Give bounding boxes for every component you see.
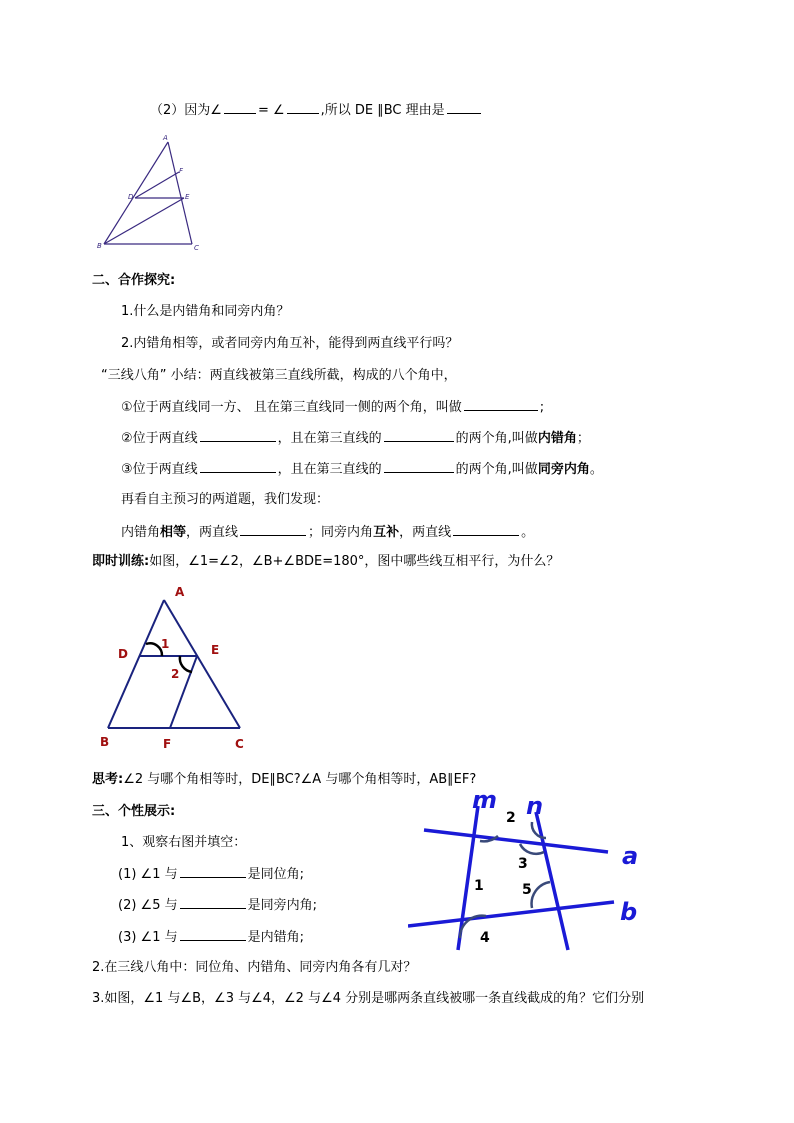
label-b: b bbox=[620, 898, 638, 926]
item2-c: 的两个角,叫做 bbox=[455, 431, 538, 446]
label-angle-2: 2 bbox=[506, 810, 516, 826]
label-angle-1: 1 bbox=[474, 878, 484, 894]
item3-a: ③位于两直线 bbox=[121, 462, 198, 477]
line-ac bbox=[164, 600, 240, 728]
f2-a: (2) ∠5 与 bbox=[118, 898, 178, 913]
blank[interactable] bbox=[180, 896, 246, 909]
line-a bbox=[424, 830, 608, 852]
s2-q2: 2.内错角相等，或者同旁内角互补，能得到两直线平行吗？ bbox=[121, 336, 459, 351]
f2-b: 是同旁内角; bbox=[247, 898, 317, 913]
line-ab bbox=[104, 142, 168, 244]
label-f: F bbox=[163, 737, 172, 751]
blank[interactable] bbox=[384, 429, 454, 442]
item2-b: ，且在第三直线的 bbox=[277, 431, 382, 446]
practice-text: 如图，∠1=∠2，∠B+∠BDE=180°，图中哪些线互相平行，为什么？ bbox=[149, 554, 560, 569]
item3-bold: 同旁内角 bbox=[537, 462, 590, 477]
find-g: 。 bbox=[521, 525, 535, 540]
line-n bbox=[536, 812, 568, 950]
item2-a: ②位于两直线 bbox=[121, 431, 198, 446]
s3-obs: 1、观察右图并填空： bbox=[121, 835, 247, 850]
blank[interactable] bbox=[384, 460, 454, 473]
label-c: C bbox=[235, 737, 244, 751]
label-angle-4: 4 bbox=[480, 930, 490, 946]
label-angle-2: 2 bbox=[171, 667, 180, 681]
blank[interactable] bbox=[180, 865, 246, 878]
practice-label: 即时训练: bbox=[92, 554, 150, 569]
f3-a: (3) ∠1 与 bbox=[118, 930, 178, 945]
figure-lines-3 bbox=[408, 790, 648, 958]
label-angle-5: 5 bbox=[522, 882, 532, 898]
s2-find bbox=[121, 523, 534, 542]
blank[interactable] bbox=[224, 101, 256, 114]
line-be bbox=[104, 198, 184, 244]
f1-b: 是同位角; bbox=[247, 867, 304, 882]
item3-end: 。 bbox=[589, 462, 603, 477]
blank[interactable] bbox=[200, 460, 276, 473]
s3-f3 bbox=[118, 928, 304, 947]
label-n: n bbox=[526, 792, 544, 820]
blank[interactable] bbox=[453, 523, 519, 536]
item1-text: ①位于两直线同一方、 且在第三直线同一侧的两个角，叫做 bbox=[121, 400, 462, 415]
label-e: E bbox=[211, 643, 220, 657]
blank[interactable] bbox=[447, 101, 481, 114]
line-ab bbox=[108, 600, 164, 728]
label-d: D bbox=[128, 193, 134, 201]
think-line bbox=[92, 771, 476, 789]
label-f: F bbox=[179, 167, 184, 175]
label-e: E bbox=[185, 193, 190, 201]
q2-prefix: （2）因为∠ bbox=[150, 103, 222, 118]
item3-b: ，且在第三直线的 bbox=[277, 462, 382, 477]
label-b: B bbox=[100, 735, 110, 749]
find-a: 内错角 bbox=[121, 525, 161, 540]
blank[interactable] bbox=[464, 398, 538, 411]
item1-end: ; bbox=[539, 400, 545, 415]
label-b: B bbox=[97, 242, 102, 250]
figure-triangle-2 bbox=[100, 582, 260, 754]
s2-item1 bbox=[121, 398, 544, 417]
s3-f2 bbox=[118, 896, 317, 915]
label-a: a bbox=[622, 842, 639, 870]
think-label: 思考: bbox=[92, 772, 124, 787]
angle-5-arc bbox=[532, 882, 550, 908]
practice-line bbox=[92, 553, 559, 571]
s3-q2: 2.在三线八角中：同位角、内错角、同旁内角各有几对？ bbox=[92, 960, 417, 975]
blank[interactable] bbox=[287, 101, 319, 114]
find-b: 相等 bbox=[160, 525, 187, 540]
label-d: D bbox=[118, 647, 128, 661]
find-c: ，两直线 bbox=[186, 525, 239, 540]
label-m: m bbox=[472, 790, 498, 814]
figure-triangle-1 bbox=[92, 132, 207, 254]
s3-q3: 3.如图，∠1 与∠B，∠3 与∠4，∠2 与∠4 分别是哪两条直线被哪一条直线截成的角？它们分别 bbox=[92, 991, 645, 1006]
line-b bbox=[408, 902, 614, 926]
angle-2-arc bbox=[180, 656, 192, 672]
section3-title: 三、个性展示: bbox=[92, 804, 176, 819]
s2-item3 bbox=[121, 460, 603, 479]
s2-q1: 1.什么是内错角和同旁内角？ bbox=[121, 304, 290, 319]
f1-a: (1) ∠1 与 bbox=[118, 867, 178, 882]
blank[interactable] bbox=[200, 429, 276, 442]
blank[interactable] bbox=[240, 523, 306, 536]
label-c: C bbox=[194, 244, 199, 252]
q2-mid: ,所以 DE ∥BC 理由是 bbox=[320, 103, 445, 118]
blank[interactable] bbox=[180, 928, 246, 941]
q2-line bbox=[150, 101, 483, 120]
find-f: ，两直线 bbox=[399, 525, 452, 540]
section2-title: 二、合作探究: bbox=[92, 273, 176, 288]
s2-summary: “三线八角” 小结：两直线被第三直线所截，构成的八个角中， bbox=[101, 368, 457, 383]
item2-end: ； bbox=[576, 431, 590, 446]
find-d: ；同旁内角 bbox=[308, 525, 374, 540]
label-angle-1: 1 bbox=[161, 637, 170, 651]
label-a: A bbox=[163, 134, 168, 142]
think-text: ∠2 与哪个角相等时，DE∥BC?∠A 与哪个角相等时，AB∥EF? bbox=[123, 772, 477, 787]
label-angle-3: 3 bbox=[518, 856, 528, 872]
s3-f1 bbox=[118, 865, 304, 884]
angle-1-arc bbox=[146, 643, 162, 656]
f3-b: 是内错角; bbox=[247, 930, 304, 945]
q2-eq: = ∠ bbox=[257, 103, 285, 118]
s2-review: 再看自主预习的两道题，我们发现： bbox=[121, 492, 330, 507]
item2-bold: 内错角 bbox=[537, 431, 577, 446]
label-a: A bbox=[175, 585, 185, 599]
item3-c: 的两个角,叫做 bbox=[455, 462, 538, 477]
s2-item2 bbox=[121, 429, 590, 448]
find-e: 互补 bbox=[373, 525, 400, 540]
